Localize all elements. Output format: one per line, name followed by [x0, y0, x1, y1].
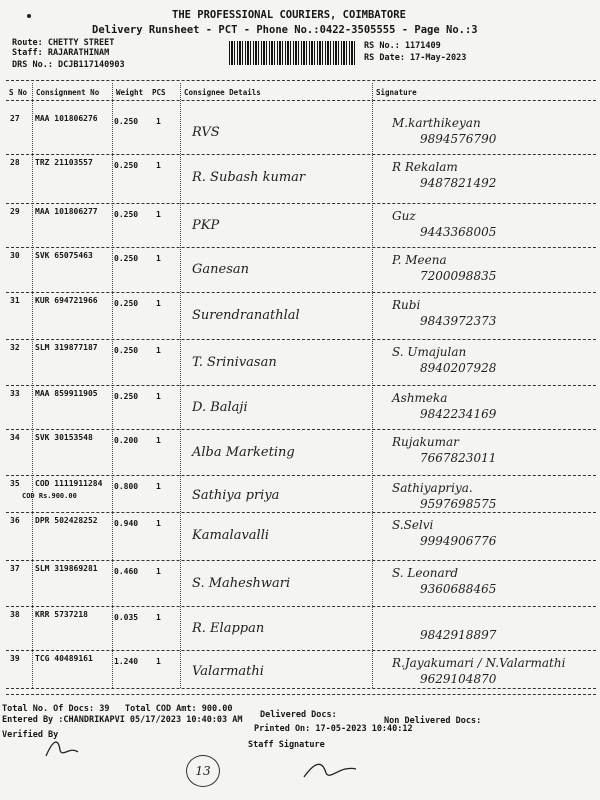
row-pcs: 1	[156, 519, 161, 528]
row-phone: 9842918897	[420, 628, 497, 642]
row-consignment: SLM 319869281	[35, 564, 98, 573]
total-docs: Total No. Of Docs: 39	[2, 704, 110, 714]
row-weight: 1.240	[114, 657, 139, 666]
row-signature: R.Jayakumari / N.Valarmathi	[392, 656, 566, 670]
row-phone: 9597698575	[420, 497, 497, 511]
row-signature: M.karthikeyan	[392, 116, 481, 130]
row-pcs: 1	[156, 346, 161, 355]
row-consignee: PKP	[192, 218, 220, 233]
row-pcs: 1	[156, 657, 161, 666]
col-sno: S No	[9, 88, 28, 97]
row-sno: 27	[10, 114, 20, 123]
row-pcs: 1	[156, 567, 161, 576]
row-divider	[6, 429, 596, 430]
non-delivered-docs: Non Delivered Docs:	[384, 716, 482, 726]
row-sno: 37	[10, 564, 20, 573]
row-consignee: Sathiya priya	[192, 488, 280, 503]
row-pcs: 1	[156, 299, 161, 308]
row-signature: Rujakumar	[392, 435, 459, 449]
row-signature: R Rekalam	[392, 160, 458, 174]
verifier-signature	[42, 732, 82, 762]
row-consignee: S. Maheshwari	[192, 576, 291, 591]
row-divider	[6, 606, 596, 607]
entered-by: Entered By :CHANDRIKAPVI 05/17/2023 10:40:03 AM	[2, 715, 243, 725]
row-phone: 7667823011	[420, 451, 497, 465]
header-divider	[6, 100, 596, 101]
row-consignee: Surendranathlal	[192, 308, 300, 323]
row-weight: 0.460	[114, 567, 139, 576]
row-divider	[6, 247, 596, 248]
staff-signature	[300, 755, 360, 785]
row-signature: Ashmeka	[392, 391, 448, 405]
row-phone: 9894576790	[420, 132, 497, 146]
col-signature: Signature	[376, 88, 417, 97]
row-divider	[6, 339, 596, 340]
row-divider	[6, 560, 596, 561]
row-consignee: T. Srinivasan	[192, 355, 277, 370]
header-divider	[6, 80, 596, 81]
row-pcs: 1	[156, 161, 161, 170]
row-phone: 7200098835	[420, 269, 497, 283]
row-sno: 30	[10, 251, 20, 260]
barcode	[229, 41, 357, 65]
row-signature: S.Selvi	[392, 518, 434, 532]
row-phone: 9843972373	[420, 314, 497, 328]
row-weight: 0.250	[114, 254, 139, 263]
row-sno: 36	[10, 516, 20, 525]
page-circle-number: 13	[186, 755, 220, 787]
row-sno: 34	[10, 433, 20, 442]
row-pcs: 1	[156, 254, 161, 263]
col-weight: Weight	[116, 88, 144, 97]
row-divider	[6, 512, 596, 513]
row-consignment: MAA 101806277	[35, 207, 98, 216]
row-consignment: SLM 319877187	[35, 343, 98, 352]
row-consignment: SVK 30153548	[35, 433, 93, 442]
col-consignee: Consignee Details	[184, 88, 261, 97]
footer-divider	[6, 694, 596, 695]
row-sno: 31	[10, 296, 20, 305]
row-divider	[6, 154, 596, 155]
row-sno: 39	[10, 654, 20, 663]
row-weight: 0.250	[114, 117, 139, 126]
row-consignment: TCG 40489161	[35, 654, 93, 663]
row-sno: 32	[10, 343, 20, 352]
row-phone: 9443368005	[420, 225, 497, 239]
row-weight: 0.250	[114, 346, 139, 355]
row-consignee: R. Subash kumar	[192, 170, 306, 185]
row-consignee: R. Elappan	[192, 621, 265, 636]
row-consignment: COD 1111911284	[35, 479, 103, 488]
row-weight: 0.250	[114, 161, 139, 170]
row-pcs: 1	[156, 436, 161, 445]
row-weight: 0.250	[114, 299, 139, 308]
row-consignment: TRZ 21103557	[35, 158, 93, 167]
row-pcs: 1	[156, 392, 161, 401]
row-signature: Rubi	[392, 298, 421, 312]
row-consignment: MAA 859911905	[35, 389, 98, 398]
col-consignment: Consignment No	[36, 88, 100, 97]
row-divider	[6, 292, 596, 293]
company-name: THE PROFESSIONAL COURIERS, COIMBATORE	[172, 9, 406, 21]
row-signature: S. Leonard	[392, 566, 459, 580]
row-sno: 33	[10, 389, 20, 398]
row-phone: 9487821492	[420, 176, 497, 190]
row-phone: 9842234169	[420, 407, 497, 421]
rs-date: RS Date: 17-May-2023	[364, 53, 467, 63]
row-consignee: Alba Marketing	[192, 445, 295, 460]
row-consignment: DPR 502428252	[35, 516, 98, 525]
row-phone: 9629104870	[420, 672, 497, 686]
row-consignment: MAA 101806276	[35, 114, 98, 123]
row-weight: 0.035	[114, 613, 139, 622]
row-consignment: KRR 5737218	[35, 610, 88, 619]
runsheet-title: Delivery Runsheet - PCT - Phone No.:0422-3505555 - Page No.:3	[92, 24, 478, 36]
row-pcs: 1	[156, 613, 161, 622]
row-consignee: RVS	[192, 125, 220, 140]
row-signature: Sathiyapriya.	[392, 481, 473, 495]
staff-signature-label: Staff Signature	[248, 740, 325, 750]
row-cod-amount: COD Rs.900.00	[22, 492, 77, 500]
total-cod: Total COD Amt: 900.00	[125, 704, 233, 714]
verified-by: Verified By	[2, 730, 59, 740]
col-pcs: PCS	[152, 88, 166, 97]
row-signature: P. Meena	[392, 253, 447, 267]
staff: Staff: RAJARATHINAM	[12, 48, 110, 58]
row-pcs: 1	[156, 482, 161, 491]
row-consignment: SVK 65075463	[35, 251, 93, 260]
row-consignment: KUR 694721966	[35, 296, 98, 305]
row-phone: 9994906776	[420, 534, 497, 548]
row-consignee: Valarmathi	[192, 664, 264, 679]
row-weight: 0.250	[114, 210, 139, 219]
row-consignee: Ganesan	[192, 262, 249, 277]
row-weight: 0.200	[114, 436, 139, 445]
row-phone: 8940207928	[420, 361, 497, 375]
row-divider	[6, 475, 596, 476]
row-phone: 9360688465	[420, 582, 497, 596]
route: Route: CHETTY STREET	[12, 38, 115, 48]
delivered-docs: Delivered Docs:	[260, 710, 337, 720]
row-sno: 29	[10, 207, 20, 216]
row-consignee: Kamalavalli	[192, 528, 270, 543]
row-pcs: 1	[156, 117, 161, 126]
row-sno: 28	[10, 158, 20, 167]
row-pcs: 1	[156, 210, 161, 219]
drs-number: DRS No.: DCJB117140903	[12, 60, 125, 70]
row-divider	[6, 688, 596, 689]
row-weight: 0.940	[114, 519, 139, 528]
row-divider	[6, 650, 596, 651]
printed-on: Printed On: 17-05-2023 10:40:12	[254, 724, 413, 734]
corner-dot	[27, 14, 31, 18]
row-sno: 35	[10, 479, 20, 488]
row-consignee: D. Balaji	[192, 400, 248, 415]
row-sno: 38	[10, 610, 20, 619]
row-weight: 0.800	[114, 482, 139, 491]
row-divider	[6, 385, 596, 386]
row-signature: Guz	[392, 209, 416, 223]
row-divider	[6, 203, 596, 204]
row-weight: 0.250	[114, 392, 139, 401]
row-signature: S. Umajulan	[392, 345, 467, 359]
rs-number: RS No.: 1171409	[364, 41, 441, 51]
